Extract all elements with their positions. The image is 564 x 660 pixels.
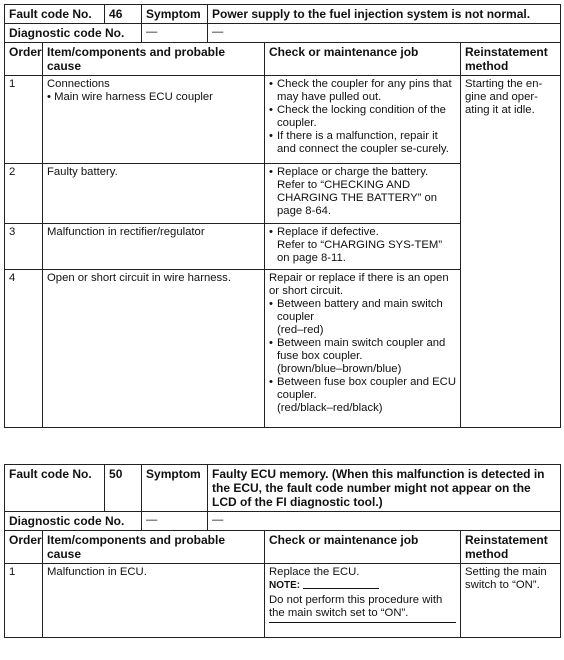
symptom-value: Power supply to the fuel injection system is not normal.	[208, 5, 561, 24]
row-order: 2	[5, 164, 43, 224]
diagnostic-code-label: Diagnostic code No.	[5, 24, 142, 43]
check-reference: Refer to “CHECKING AND CHARGING THE BATTERY” on page 8-64.	[277, 179, 438, 217]
fault-table-46	[4, 4, 561, 428]
check-reference: Refer to “CHARGING SYS-TEM” on page 8-11.	[277, 239, 443, 264]
check-item	[269, 337, 456, 376]
fault-code-value: 50	[105, 465, 142, 512]
row-order: 4	[5, 270, 43, 428]
column-header-row	[5, 531, 561, 564]
fault-code-row	[5, 465, 561, 512]
symptom-label: Symptom	[142, 5, 208, 24]
diagnostic-code-value-2: —	[208, 512, 561, 531]
diagnostic-code-row	[5, 24, 561, 43]
row-reinstate: Starting the en-gine and oper-ating it at idle.	[461, 76, 561, 428]
check-item: • Replace or charge the battery.	[269, 166, 456, 179]
fault-code-label: Fault code No.	[5, 5, 105, 24]
row-check	[265, 76, 461, 164]
row-check	[265, 224, 461, 270]
fault-code-row	[5, 5, 561, 24]
row-item: Malfunction in ECU.	[43, 564, 265, 638]
check-item-text: Between fuse box coupler and ECU coupler.	[277, 376, 456, 401]
row-check	[265, 564, 461, 638]
col-check: Check or maintenance job	[265, 531, 461, 564]
diagnostic-code-value: —	[142, 512, 208, 531]
row-check	[265, 164, 461, 224]
diagnostic-code-label: Diagnostic code No.	[5, 512, 142, 531]
fault-table-50	[4, 464, 561, 638]
diagnostic-code-value: —	[142, 24, 208, 43]
check-item: • Check the locking condition of the coupler.	[269, 104, 456, 130]
symptom-value: Faulty ECU memory. (When this malfunction is detected in the ECU, the fault code number might not appear on the LCD of the FI diagnostic tool.)	[208, 465, 561, 512]
note-box	[269, 579, 456, 623]
table-row	[5, 76, 561, 164]
check-main: Replace the ECU.	[269, 566, 360, 578]
check-item-sub: (red/black–red/black)	[277, 402, 383, 414]
diagnostic-code-row	[5, 512, 561, 531]
col-order: Order	[5, 43, 43, 76]
check-item-text: Between battery and main switch coupler	[277, 298, 443, 323]
item-sub: • Main wire harness ECU coupler	[47, 91, 213, 103]
check-item-sub: (brown/blue–brown/blue)	[277, 363, 402, 375]
note-text: Do not perform this procedure with the main switch set to “ON”.	[269, 594, 443, 619]
row-order: 3	[5, 224, 43, 270]
col-item: Item/components and probable cause	[43, 531, 265, 564]
note-label: NOTE:	[269, 580, 301, 591]
check-intro: Repair or replace if there is an open or short circuit.	[269, 272, 449, 297]
check-item-text: Between main switch coupler and fuse box coupler.	[277, 337, 446, 362]
fault-code-label: Fault code No.	[5, 465, 105, 512]
check-item-sub: (red–red)	[277, 324, 324, 336]
table-row	[5, 564, 561, 638]
note-rule	[303, 588, 379, 589]
row-item	[43, 76, 265, 164]
diagnostic-code-value-2: —	[208, 24, 561, 43]
row-check	[265, 270, 461, 428]
check-item: • Check the coupler for any pins that may have pulled out.	[269, 78, 456, 104]
col-item: Item/components and probable cause	[43, 43, 265, 76]
column-header-row	[5, 43, 561, 76]
col-reinstate: Reinstatement method	[461, 43, 561, 76]
row-reinstate: Setting the main switch to “ON”.	[461, 564, 561, 638]
row-item: Malfunction in rectifier/regulator	[43, 224, 265, 270]
row-item: Faulty battery.	[43, 164, 265, 224]
row-order: 1	[5, 76, 43, 164]
col-order: Order	[5, 531, 43, 564]
symptom-label: Symptom	[142, 465, 208, 512]
item-title: Connections	[47, 78, 110, 90]
row-item: Open or short circuit in wire harness.	[43, 270, 265, 428]
col-check: Check or maintenance job	[265, 43, 461, 76]
col-reinstate: Reinstatement method	[461, 531, 561, 564]
check-item: • Replace if defective.	[269, 226, 456, 239]
fault-code-value: 46	[105, 5, 142, 24]
check-item: • If there is a malfunction, repair it and connect the coupler se-curely.	[269, 130, 456, 156]
check-item	[269, 298, 456, 337]
check-item	[269, 376, 456, 415]
row-order: 1	[5, 564, 43, 638]
